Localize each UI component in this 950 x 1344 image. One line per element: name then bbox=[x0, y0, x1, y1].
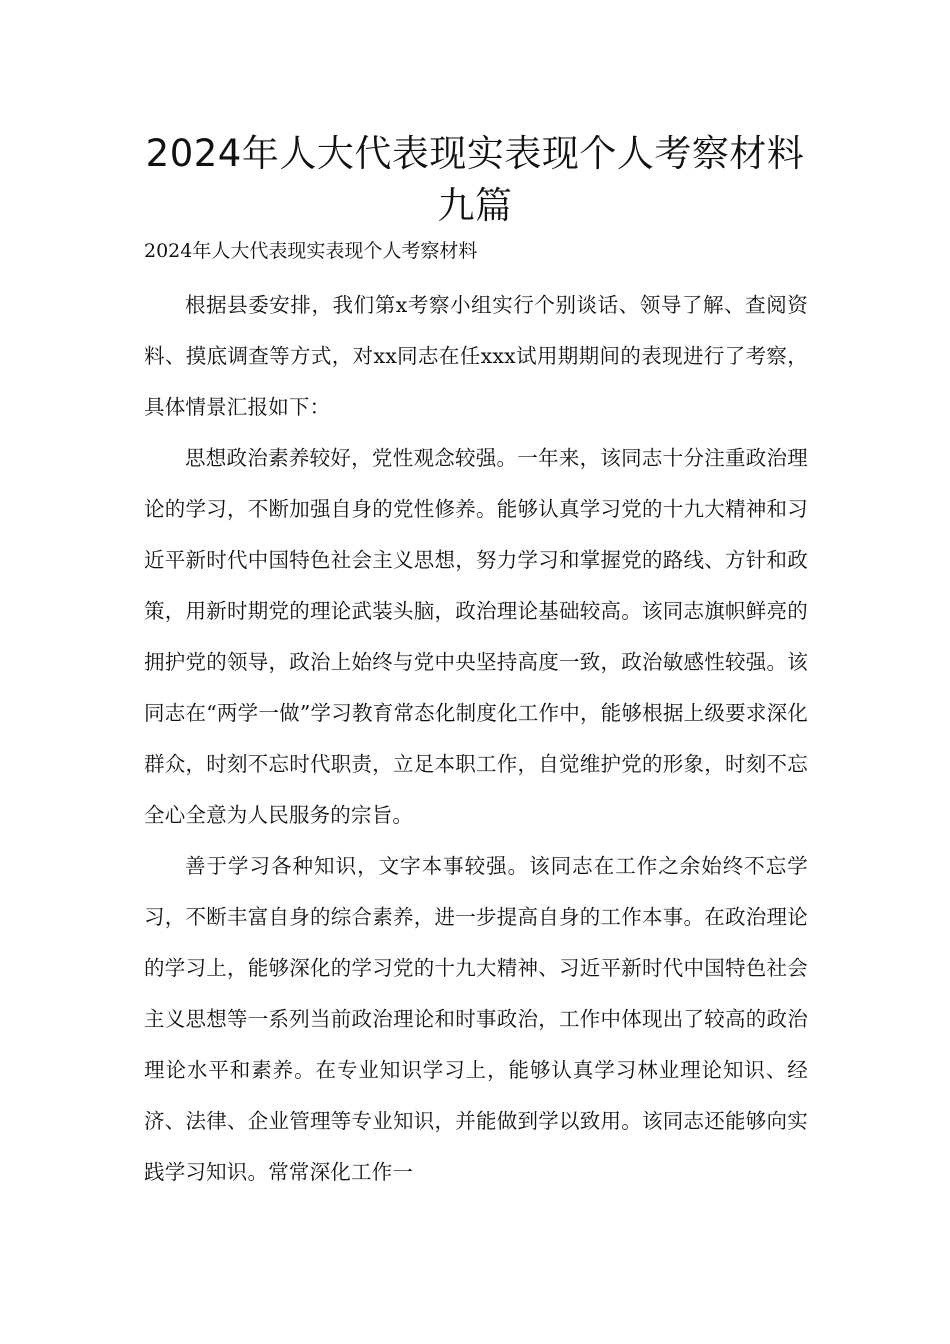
paragraph-3: 善于学习各种知识，文字本事较强。该同志在工作之余始终不忘学习，不断丰富自身的综合素养，进一步提高自身的工作本事。在政治理论的学习上，能够深化的学习党的十九大精神、习近平新时代中国特色社会主义思想等一系列当前政治理论和时事政治，工作中体现出了较高的政治理论水平和素养。在专业知识学习上，能够认真学习林业理论知识、经济、法律、企业管理等专业知识，并能做到学以致用。该同志还能够向实践学习知识。常常深化工作一 bbox=[144, 854, 808, 1184]
paragraph-2: 思想政治素养较好，党性观念较强。一年来，该同志十分注重政治理论的学习，不断加强自身的党性修养。能够认真学习党的十九大精神和习近平新时代中国特色社会主义思想，努力学习和掌握党的路线、方针和政策，用新时期党的理论武装头脑，政治理论基础较高。该同志旗帜鲜亮的拥护党的领导，政治上始终与党中央坚持高度一致，政治敏感性较强。该同志在“两学一做”学习教育常态化制度化工作中，能够根据上级要求深化群众，时刻不忘时代职责，立足本职工作，自觉维护党的形象，时刻不忘全心全意为人民服务的宗旨。 bbox=[144, 446, 808, 827]
document-subtitle: 2024年人大代表现实表现个人考察材料 bbox=[144, 240, 478, 262]
paragraph-1: 根据县委安排，我们第x考察小组实行个别谈话、领导了解、查阅资料、摸底调查等方式，对xx同志在任xxx试用期期间的表现进行了考察，具体情景汇报如下： bbox=[144, 293, 808, 419]
document-title-line1: 2024年人大代表现实表现个人考察材料 bbox=[145, 132, 805, 175]
document-title bbox=[120, 128, 830, 232]
document-title-line2: 九篇 bbox=[437, 184, 513, 227]
document-body bbox=[144, 280, 808, 1198]
